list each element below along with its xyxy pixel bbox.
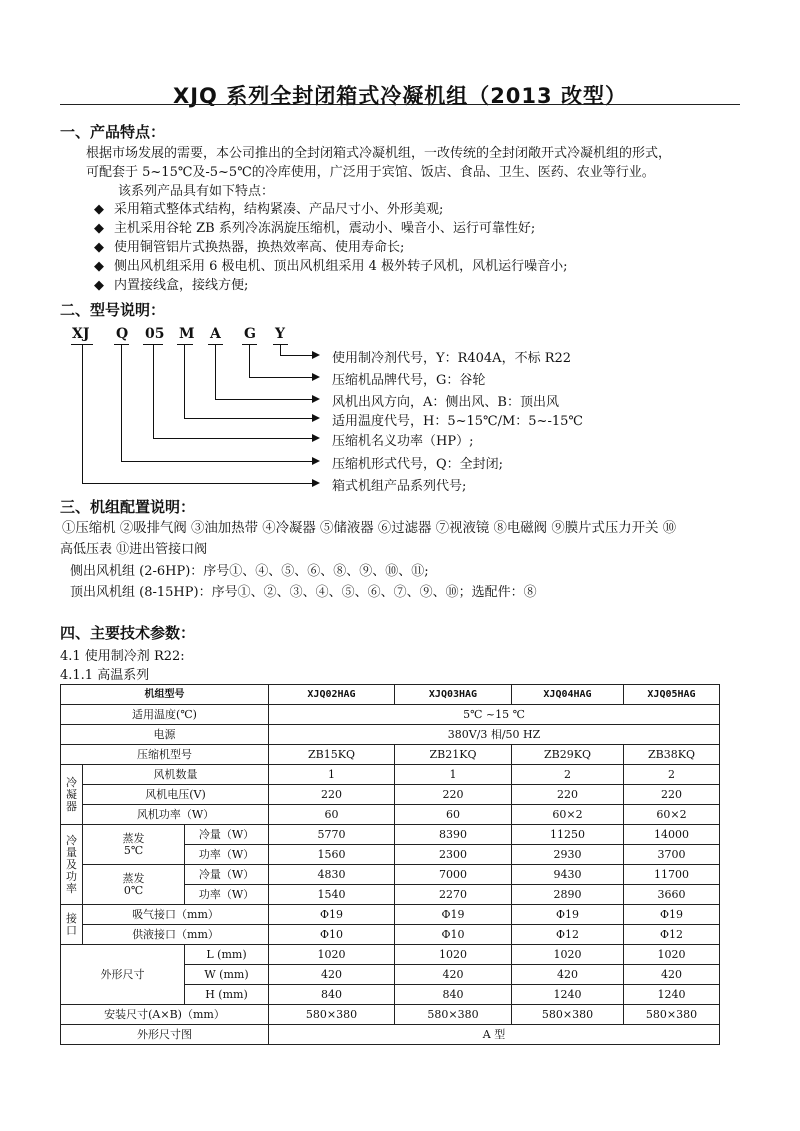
row-label: 风机数量: [83, 765, 269, 785]
code-desc-compressor-type: 压缩机形式代号，Q：全封闭;: [332, 457, 504, 472]
code-part-g: G: [244, 326, 256, 342]
cell: A 型: [269, 1025, 720, 1045]
table-row: [61, 785, 720, 805]
row-label: 供液接口（mm）: [83, 925, 269, 945]
spec-table: [60, 684, 720, 1045]
table-row: [61, 825, 720, 845]
cell: ZB38KQ: [624, 745, 720, 765]
cell: 5℃ ~15 ℃: [269, 705, 720, 725]
cell: 2270: [395, 885, 512, 905]
row-label: 外形尺寸图: [61, 1025, 269, 1045]
feature-bullet: ◆ 侧出风机组采用 6 极电机、顶出风机组采用 4 极外转子风机，风机运行噪音小;: [94, 259, 568, 274]
feature-bullet: ◆ 使用铜管铝片式换热器，换热效率高、使用寿命长;: [94, 240, 405, 255]
cell: 1020: [624, 945, 720, 965]
cell: Φ12: [624, 925, 720, 945]
code-part-y: Y: [275, 326, 285, 342]
cell: Φ19: [395, 905, 512, 925]
cell: 1560: [269, 845, 395, 865]
cell: 1020: [512, 945, 624, 965]
code-desc-refrigerant: 使用制冷剂代号，Y：R404A，不标 R22: [332, 351, 572, 366]
cell: Φ19: [269, 905, 395, 925]
section-1-paragraph-2: 可配套于 5~15℃及-5~5℃的冷库使用，广泛用于宾馆、饭店、食品、卫生、医药、农业等行业。: [86, 165, 655, 180]
row-label: 适用温度(℃): [61, 705, 269, 725]
cell: 2: [512, 765, 624, 785]
table-row: [61, 805, 720, 825]
table-row: [61, 925, 720, 945]
row-label: 压缩机型号: [61, 745, 269, 765]
header-model: 机组型号: [61, 685, 269, 705]
row-label: H (mm): [185, 985, 269, 1005]
table-row: [61, 705, 720, 725]
cell: 420: [624, 965, 720, 985]
cell: 1240: [624, 985, 720, 1005]
cell: 420: [269, 965, 395, 985]
cell: Φ10: [269, 925, 395, 945]
header-model-2: XJQ03HAG: [395, 685, 512, 705]
cell: 1: [269, 765, 395, 785]
refrigerant-subheading: 4.1 使用制冷剂 R22:: [60, 649, 185, 664]
section-1-paragraph-3: 该系列产品具有如下特点：: [118, 184, 275, 199]
group-connection: 接 口: [61, 905, 83, 945]
cell: ZB15KQ: [269, 745, 395, 765]
cell: ZB21KQ: [395, 745, 512, 765]
cell: Φ19: [512, 905, 624, 925]
feature-bullet: ◆ 采用箱式整体式结构，结构紧凑、产品尺寸小、外形美观;: [94, 202, 444, 217]
row-label: 风机电压(V): [83, 785, 269, 805]
cell: 8390: [395, 825, 512, 845]
cell: Φ12: [512, 925, 624, 945]
cell: 840: [269, 985, 395, 1005]
cell: 60×2: [624, 805, 720, 825]
cell: 580×380: [624, 1005, 720, 1025]
group-capacity: 冷 量 及 功 率: [61, 825, 83, 905]
code-part-q: Q: [116, 326, 129, 342]
cell: 580×380: [269, 1005, 395, 1025]
header-model-1: XJQ02HAG: [269, 685, 395, 705]
cell: 1020: [395, 945, 512, 965]
cell: 220: [624, 785, 720, 805]
cell: Φ19: [624, 905, 720, 925]
cell: ZB29KQ: [512, 745, 624, 765]
cell: 60: [269, 805, 395, 825]
cell: 420: [512, 965, 624, 985]
page-title: XJQ 系列全封闭箱式冷凝机组（2013 改型）: [173, 84, 627, 108]
row-label: 功率（W）: [185, 885, 269, 905]
row-label: 冷量（W）: [185, 825, 269, 845]
group-condenser: 冷 凝 器: [61, 765, 83, 825]
table-row: [61, 1025, 720, 1045]
header-model-4: XJQ05HAG: [624, 685, 720, 705]
row-label: 安装尺寸(A×B)（mm）: [61, 1005, 269, 1025]
table-row: [61, 905, 720, 925]
section-1-paragraph-1: 根据市场发展的需要，本公司推出的全封闭箱式冷凝机组，一改传统的全封闭敞开式冷凝机组的形式，: [86, 146, 672, 161]
table-row: [61, 1005, 720, 1025]
side-fan-config: 侧出风机组 (2-6HP)：序号①、④、⑤、⑥、⑧、⑨、⑩、⑪;: [70, 564, 429, 579]
cell: 2: [624, 765, 720, 785]
code-desc-power: 压缩机名义功率（HP）;: [332, 434, 474, 449]
cell: 4830: [269, 865, 395, 885]
title-rule: [60, 104, 740, 105]
cell: 3700: [624, 845, 720, 865]
cell: 60×2: [512, 805, 624, 825]
cell: 1240: [512, 985, 624, 1005]
code-desc-series: 箱式机组产品系列代号;: [332, 479, 467, 494]
row-label: 吸气接口（mm）: [83, 905, 269, 925]
cell: 7000: [395, 865, 512, 885]
cell: 580×380: [395, 1005, 512, 1025]
table-row: [61, 745, 720, 765]
code-desc-brand: 压缩机品牌代号，G：谷轮: [332, 373, 486, 388]
code-part-xj: XJ: [72, 326, 90, 342]
row-label: L (mm): [185, 945, 269, 965]
cell: 2890: [512, 885, 624, 905]
cell: 1540: [269, 885, 395, 905]
cell: Φ10: [395, 925, 512, 945]
cell: 220: [512, 785, 624, 805]
row-label: 功率（W）: [185, 845, 269, 865]
evap-5-label: 蒸发 5℃: [83, 825, 185, 865]
cell: 420: [395, 965, 512, 985]
cell: 11700: [624, 865, 720, 885]
section-1-heading: 一、产品特点：: [60, 123, 166, 141]
top-fan-config: 顶出风机组 (8-15HP)：序号①、②、③、④、⑤、⑥、⑦、⑨、⑩；选配件：⑧: [70, 585, 537, 600]
cell: 14000: [624, 825, 720, 845]
series-subheading: 4.1.1 高温系列: [60, 668, 150, 683]
table-row: [61, 865, 720, 885]
section-4-heading: 四、主要技术参数：: [60, 624, 196, 642]
config-list-line-1: ①压缩机 ②吸排气阀 ③油加热带 ④冷凝器 ⑤储液器 ⑥过滤器 ⑦视液镜 ⑧电磁阀 ⑨膜片式压力开关 ⑩: [62, 521, 677, 536]
table-row: [61, 765, 720, 785]
code-part-a: A: [210, 326, 221, 342]
cell: 9430: [512, 865, 624, 885]
header-model-3: XJQ04HAG: [512, 685, 624, 705]
code-desc-airflow: 风机出风方向，A：侧出风、B：顶出风: [332, 395, 559, 410]
cell: 60: [395, 805, 512, 825]
cell: 580×380: [512, 1005, 624, 1025]
row-label: 冷量（W）: [185, 865, 269, 885]
config-list-line-2: 高低压表 ⑪进出管接口阀: [60, 542, 208, 557]
section-2-heading: 二、型号说明：: [60, 301, 166, 319]
cell: 11250: [512, 825, 624, 845]
feature-bullet: ◆ 主机采用谷轮 ZB 系列冷冻涡旋压缩机，震动小、噪音小、运行可靠性好;: [94, 221, 536, 236]
cell: 2300: [395, 845, 512, 865]
table-header-row: [61, 685, 720, 705]
evap-0-label: 蒸发 0℃: [83, 865, 185, 905]
row-label: 风机功率（W）: [83, 805, 269, 825]
cell: 5770: [269, 825, 395, 845]
cell: 1020: [269, 945, 395, 965]
code-desc-temperature: 适用温度代号，H：5~15℃/M：5~-15℃: [332, 414, 583, 429]
code-part-05: 05: [145, 326, 165, 342]
cell: 220: [395, 785, 512, 805]
cell: 220: [269, 785, 395, 805]
cell: 840: [395, 985, 512, 1005]
table-row: [61, 945, 720, 965]
table-row: [61, 725, 720, 745]
cell: 2930: [512, 845, 624, 865]
section-3-heading: 三、机组配置说明：: [60, 498, 196, 516]
cell: 3660: [624, 885, 720, 905]
cell: 1: [395, 765, 512, 785]
row-label: 电源: [61, 725, 269, 745]
cell: 380V/3 相/50 HZ: [269, 725, 720, 745]
group-dimensions: 外形尺寸: [61, 945, 185, 1005]
row-label: W (mm): [185, 965, 269, 985]
code-part-m: M: [179, 326, 195, 342]
feature-bullet: ◆ 内置接线盒，接线方便;: [94, 278, 249, 293]
